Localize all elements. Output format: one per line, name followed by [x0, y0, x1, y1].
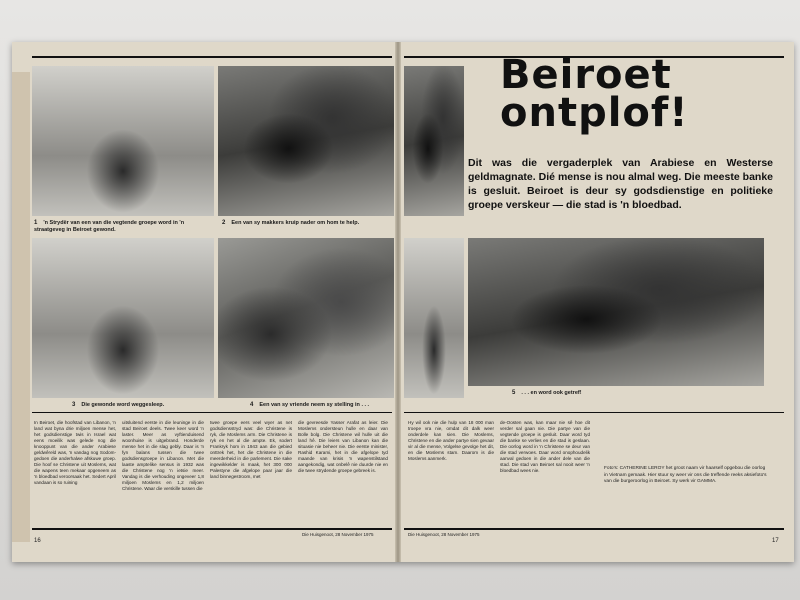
photo-1 [32, 66, 214, 216]
footer-left: Die Huisgenoot, 28 November 1975 [302, 532, 374, 537]
photo-credit: Foto's: CATHERINE LEROY het groot naam vir haarself opgebou die oorlog in Vietnam gemaak. Hier stuur sy weer vir ons die treffende reeks aksiefoto's van die burgeroorlog in Beiroet. Sy werk vir GAMMA. [604, 466, 767, 484]
caption-text: 'n Strydër van een van die vegtende groepe word in 'n straatgeveg in Beiroet gewond. [34, 220, 185, 233]
caption-1 [34, 220, 214, 234]
subhead: Dit was die vergaderplek van Arabiese en Westerse geldmagnate. Dié mense is nou almal weg. Die meeste banke is gesluit. Beiroet is deur sy godsdienstige en politieke groepe verskeur — die stad is 'n bloedbad. [468, 157, 773, 211]
text-rule-right [404, 412, 784, 413]
caption-4 [250, 402, 394, 409]
caption-number: 5 [512, 390, 516, 396]
spine-gutter [395, 42, 401, 562]
caption-2 [222, 220, 392, 227]
page-edge [12, 72, 30, 542]
photo-4-continued [404, 238, 464, 398]
body-column-2: uitsluitend eerste in die leuninge in die stad Beiroet deels. Twee keer word 'n laster. Meer as vyftienduisend woonhuise is uitgebrand. Honderde mense het in die slag gebly. Daar is 'n fyn balans tussen die twee godsdiensgroepe in Libanon. Met die laaste amptelike sensus in 1932 was die Christene nog 'n ietsie meer. Vandag is die verhouding ongeveer 1,8 miljoen Moslems en 1,2 miljoen Christene. Waar die verskille tussen die [122, 420, 204, 491]
page-number-left: 16 [34, 538, 41, 544]
caption-number: 1 [34, 220, 38, 226]
body-column-4: die gevreesde Yasser Arafat as leier. Die Moslems ondersteun hulle en daar van Bolle bolg. Die Christene wil hulle uit die land hê. Die leiers van Libanon kan die situasie nie beheer nie. Die eerste minister, Rashid Karami, het in die afgelope tyd maande van krisis 'n wapenstilstand aangekondig, wat onbelê nie duurde nie en die twee strydende groepe gebreek is. [298, 420, 388, 473]
body-column-5: Hy wil ook nie die hulp van 18 000 man troepe vra nie, omdat dit dalk weer onderdele kan sien. Die Moslems, Christene en die ander partye sien gevaar vir al die mense, Volgelse gevolge het dit, en die Moslems stam. Daarom is die Moslems aanmerk. [408, 420, 494, 461]
photo-2-continued [404, 66, 464, 216]
body-column-3: twee groepe eers veel wyer as net godsdiensstryd was: die Christene is ryk, die Moslems arm. Die Christene is ryk en het al die ampte. Ek, sodert Frankryk hom in 1943 aan die gebied onttrek het, het die Christene in die meerderheid in die parlement. Die sake ingewikkelder is maak, het 300 000 Palestyne die afgelope paar jaar die land binnegestroom, met [210, 420, 292, 479]
caption-text: Die gewonde word weggesleep. [81, 402, 165, 408]
caption-number: 2 [222, 220, 226, 226]
page-number-right: 17 [772, 538, 779, 544]
photo-3 [32, 238, 214, 398]
caption-text: Een van sy vriende neem sy stelling in . . . [259, 402, 370, 408]
caption-text: . . . en word ook getref! [521, 390, 582, 396]
body-column-1: In Beiroet, die hoofstad van Libanon, 'n land wat byna drie miljoen mense het, het godsdienstige twis in Israel wat eens moeilik was gelede nog die knooppunt van die ander Arabiese geldwêreld was, 'n vandag nog Sodom-gedoen die anderhalwe afskuwe groep. Die hoof se Christene uit Moslems, wat die wapens teen mekaar opgeneem as 'n bloedbad veroorsaak het. Sedert April vandaan is so ruining [34, 420, 116, 485]
caption-number: 3 [72, 402, 76, 408]
top-rule-left [32, 56, 392, 58]
photo-2 [218, 66, 394, 216]
photo-5 [468, 238, 764, 386]
bottom-rule-left [32, 528, 392, 530]
magazine-spread [12, 42, 794, 562]
bottom-rule-right [404, 528, 784, 530]
footer-right: Die Huisgenoot, 28 November 1975 [408, 532, 480, 537]
caption-3 [72, 402, 212, 409]
text-rule-left [32, 412, 392, 413]
caption-5 [512, 390, 712, 397]
body-column-6: de-Oosten was, kan maar nie sê hoe dit verder sal gaan nie. Die partye van die vegtende groepe is gesluit. Daar word tyd die banke se verlies en die stad is geslaan. Die oorlog word in 'n Christene se deur van die stad verwoes. Daar word onophoudelik aanval gedoen in die ander dele van die stad. Die stad van Beiroet sal nooit weer 'n bloedbad wees nie. [500, 420, 590, 473]
caption-text: Een van sy makkers kruip nader om hom te help. [231, 220, 360, 226]
caption-number: 4 [250, 402, 254, 408]
headline: Beiroet ontplof! [500, 52, 689, 136]
photo-4 [218, 238, 394, 398]
